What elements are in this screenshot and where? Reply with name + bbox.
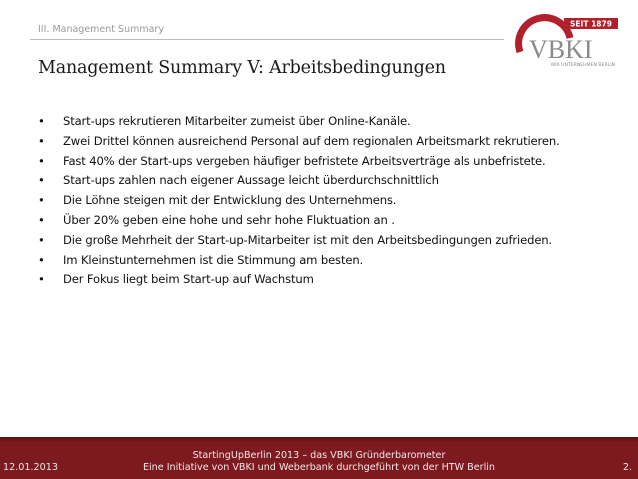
bullet-text: Die Löhne steigen mit der Entwicklung des Unternehmens.	[63, 193, 397, 208]
bullet-dot: •	[38, 133, 45, 148]
bullet-item	[38, 211, 560, 231]
bullet-text: Zwei Drittel können ausreichend Personal auf dem regionalen Arbeitsmarkt rekrutieren.	[63, 133, 560, 148]
page-number: 2.	[622, 462, 632, 473]
bullet-item	[38, 270, 560, 290]
bullet-item	[38, 231, 560, 251]
bullet-dot: •	[38, 272, 45, 287]
bullet-item	[38, 191, 560, 211]
bullet-text: Der Fokus liegt beim Start-up auf Wachstum	[63, 272, 314, 287]
bullet-dot: •	[38, 173, 45, 188]
bullet-dot: •	[38, 212, 45, 227]
bullet-text: Über 20% geben eine hohe und sehr hohe Fluktuation an .	[63, 212, 395, 227]
bullet-text: Im Kleinstunternehmen ist die Stimmung am besten.	[63, 252, 364, 267]
section-label: III. Management Summary	[38, 24, 164, 35]
logo-tagline: WIR UNTERNEHMEN BERLIN	[550, 63, 615, 68]
bullet-dot: •	[38, 193, 45, 208]
page-title: Management Summary V: Arbeitsbedingungen	[38, 58, 446, 78]
bullet-text: Die große Mehrheit der Start-up-Mitarbeiter ist mit den Arbeitsbedingungen zufrieden.	[63, 232, 553, 247]
bullet-item	[38, 152, 560, 172]
vbki-logo	[512, 8, 622, 74]
bullet-list	[38, 112, 560, 290]
footer-date: 12.01.2013	[3, 462, 58, 473]
bullet-item	[38, 251, 560, 271]
footer-bar	[0, 437, 638, 479]
bullet-dot: •	[38, 153, 45, 168]
bullet-dot: •	[38, 114, 45, 128]
header-divider	[30, 39, 504, 40]
bullet-dot: •	[38, 232, 45, 247]
bullet-item	[38, 132, 560, 152]
bullet-item	[38, 171, 560, 191]
footer-line-2: Eine Initiative von VBKI und Weberbank durchgeführt von der HTW Berlin	[142, 462, 496, 473]
logo-since: SEIT 1879	[570, 19, 612, 29]
bullet-dot: •	[38, 252, 45, 267]
bullet-text: Fast 40% der Start-ups vergeben häufiger befristete Arbeitsverträge als unbefristete.	[63, 153, 546, 168]
bullet-item	[38, 112, 560, 132]
bullet-text: Start-ups rekrutieren Mitarbeiter zumeist über Online-Kanäle.	[63, 114, 411, 128]
logo-name: VBKI	[529, 35, 593, 64]
footer-line-1: StartingUpBerlin 2013 – das VBKI Gründerbarometer	[192, 450, 446, 461]
bullet-text: Start-ups zahlen nach eigener Aussage leicht überdurchschnittlich	[63, 173, 439, 188]
footer-shade	[0, 437, 638, 443]
